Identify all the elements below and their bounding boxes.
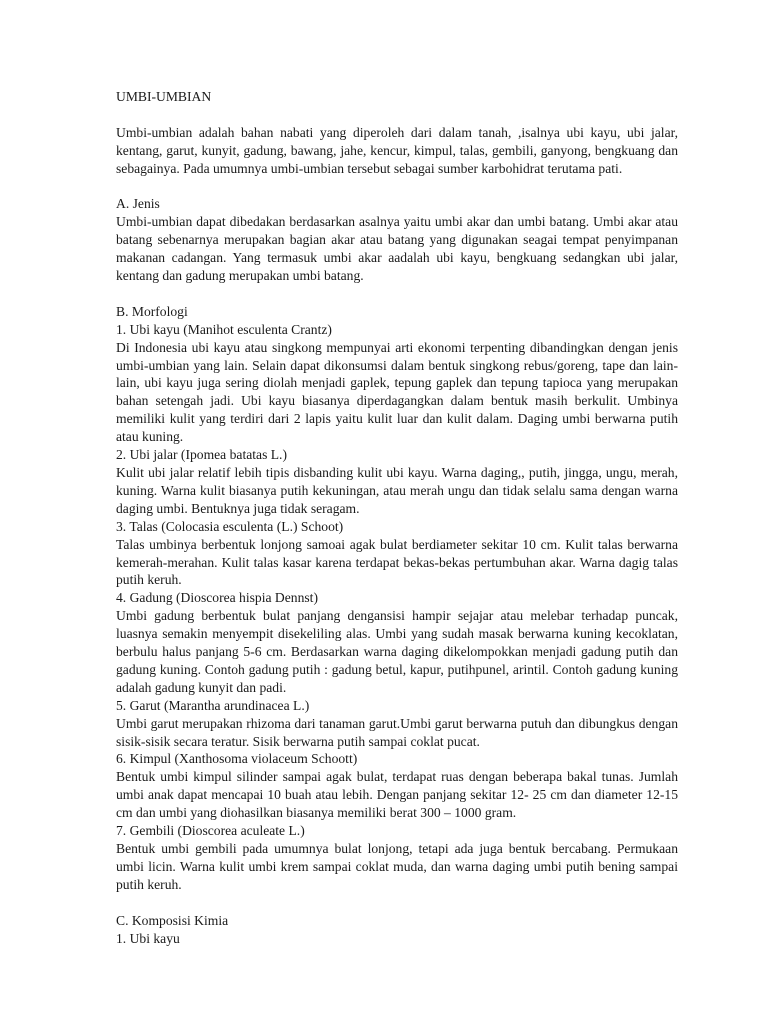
spacer	[116, 178, 678, 196]
item-body-talas: Talas umbinya berbentuk lonjong samoai agak bulat berdiameter sekitar 10 cm. Kulit talas berwarna kemerah-merahan. Kulit talas kasar karena terdapat bekas-bekas pertumbuhan akar. Warna dagig talas putih keruh.	[116, 536, 678, 588]
item-heading-talas: 3. Talas (Colocasia esculenta (L.) Schoot)	[116, 518, 344, 534]
item-body-gadung: Umbi gadung berbentuk bulat panjang dengansisi hampir sejajar atau melebar terhadap puncak, luasnya semakin menyempit disekeliling alas. Umbi yang sudah masak berwarna kuning kecoklatan, berbulu halus panjang 5-6 cm. Berdasarkan warna daging dikelompokkan menjadi gadung putih dan gadung kuning. Contoh gadung putih : gadung betul, kapur, putihpunel, arintil. Contoh gadung kuning adalah gadung kunyit dan padi.	[116, 608, 678, 695]
item-body-gembili: Bentuk umbi gembili pada umumnya bulat lonjong, tetapi ada juga bentuk bercabang. Permukaan umbi licin. Warna kulit umbi krem sampai coklat muda, dan warna daging umbi putih bening sampai putih keruh.	[116, 841, 678, 892]
item-heading-garut: 5. Garut (Marantha arundinacea L.)	[116, 697, 310, 713]
item-heading-kimpul: 6. Kimpul (Xanthosoma violaceum Schoott)	[116, 751, 358, 767]
spacer	[116, 894, 678, 912]
item-body-ubi-jalar: Kulit ubi jalar relatif lebih tipis disbanding kulit ubi kayu. Warna daging,, putih, jingga, ungu, merah, kuning. Warna kulit biasanya putih kekuningan, atau merah ungu dan tidak selalu sama dengan warna daging umbi. Bentuknya juga tidak seragam.	[116, 464, 678, 516]
section-a-body: Umbi-umbian dapat dibedakan berdasarkan asalnya yaitu umbi akar dan umbi batang. Umbi akar atau batang sebenarnya merupakan bagian akar atau batang yang digunakan seagai tempat penyimpanan makanan cadangan. Yang termasuk umbi akar aadalah ubi kayu, bengkuang sedangkan ubi jalar, kentang dan gadung merupakan umbi batang.	[116, 214, 678, 284]
item-body-ubi-kayu: Di Indonesia ubi kayu atau singkong mempunyai arti ekonomi terpenting dibandingkan dengan jenis umbi-umbian yang lain. Selain dapat dikonsumsi dalam bentuk singkong rebus/goreng, tape dan lain-lain, ubi kayu juga sering diolah menjadi gaplek, tepung gaplek dan tepung tapioca yang merupakan bahan setengah jadi. Ubi kayu biasanya diperdagangkan dalam bentuk masih berkulit. Umbinya memiliki kulit yang terdiri dari 2 lapis yaitu kulit luar dan kulit dalam. Daging umbi berwarna putih atau kuning.	[116, 339, 678, 445]
item-heading-ubi-kayu: 1. Ubi kayu (Manihot esculenta Crantz)	[116, 321, 332, 337]
document-page	[116, 88, 678, 947]
item-heading-ubi-jalar: 2. Ubi jalar (Ipomea batatas L.)	[116, 447, 287, 463]
item-heading-gadung: 4. Gadung (Dioscorea hispia Dennst)	[116, 590, 318, 606]
item-body-kimpul: Bentuk umbi kimpul silinder sampai agak bulat, terdapat ruas dengan beberapa bakal tunas. Jumlah umbi anak dapat mencapai 10 buah atau lebih. Dengan panjang sekitar 12- 25 cm dan diameter 12-15 cm dan umbi yang diohasilkan biasanya memiliki berat 300 – 1000 gram.	[116, 769, 678, 821]
section-c-first-item: 1. Ubi kayu	[116, 930, 180, 946]
document-title: UMBI-UMBIAN	[116, 89, 212, 104]
spacer	[116, 106, 678, 124]
section-a-heading: A. Jenis	[116, 196, 160, 212]
item-body-garut: Umbi garut merupakan rhizoma dari tanaman garut.Umbi garut berwarna putuh dan dibungkus dengan sisik-sisik secara teratur. Sisik berwarna putih sampai coklat pucat.	[116, 715, 678, 749]
intro-paragraph: Umbi-umbian adalah bahan nabati yang diperoleh dari dalam tanah, ,isalnya ubi kayu, ubi jalar, kentang, garut, kunyit, gadung, bawang, jahe, kencur, kimpul, talas, gembili, ganyong, bengkuang dan sebagainya. Pada umumnya umbi-umbian tersebut sebagai sumber karbohidrat terutama pati.	[116, 124, 678, 176]
section-c-heading: C. Komposisi Kimia	[116, 912, 229, 928]
item-heading-gembili: 7. Gembili (Dioscorea aculeate L.)	[116, 823, 305, 839]
spacer	[116, 285, 678, 303]
section-b-heading: B. Morfologi	[116, 303, 188, 319]
